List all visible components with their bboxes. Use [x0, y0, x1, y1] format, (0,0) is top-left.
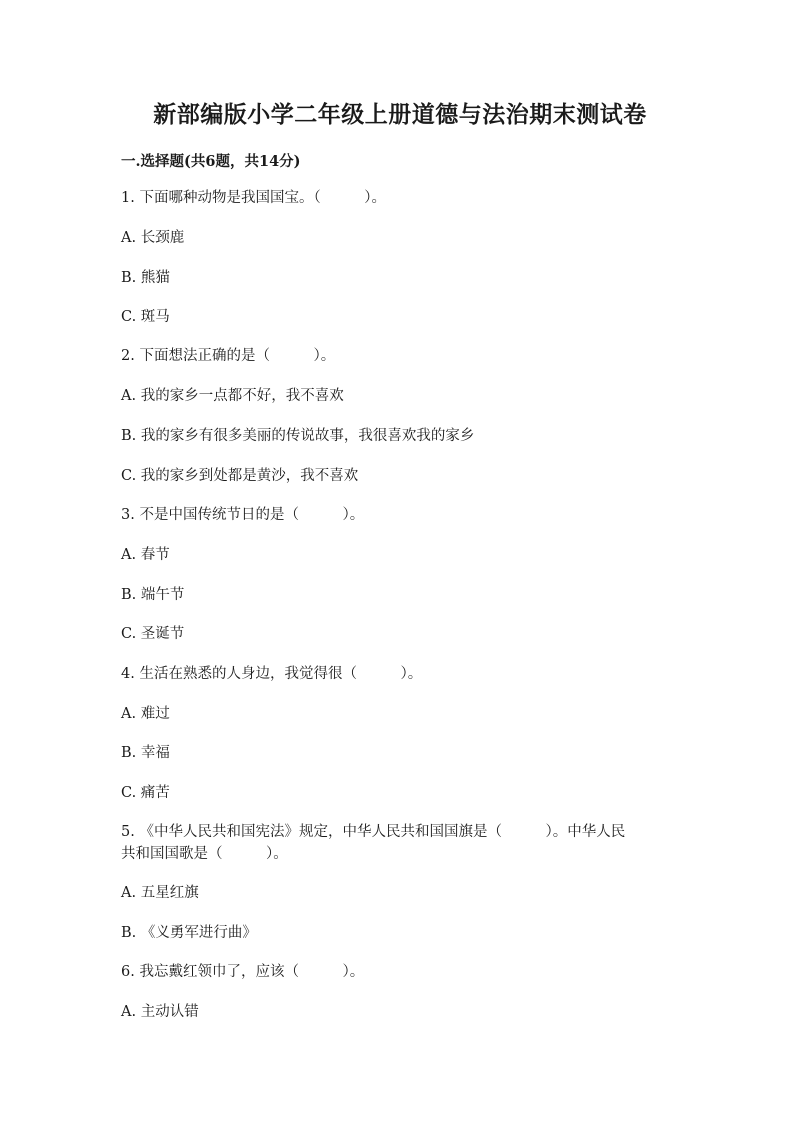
question-1-option-c[interactable]: C. 斑马 — [121, 309, 170, 325]
question-3-option-b[interactable]: B. 端午节 — [121, 587, 185, 603]
question-5-option-b[interactable]: B. 《义勇军进行曲》 — [121, 925, 257, 941]
question-1-stem: 1. 下面哪种动物是我国国宝。（ ）。 — [121, 190, 386, 206]
question-6-option-a[interactable]: A. 主动认错 — [121, 1004, 199, 1020]
question-3-stem: 3. 不是中国传统节日的是（ ）。 — [121, 507, 365, 523]
question-5-stem-line-2: 共和国国歌是（ ）。 — [121, 846, 288, 862]
question-5-stem-line-1: 5. 《中华人民共和国宪法》规定，中华人民共和国国旗是（ ）。中华人民 — [121, 824, 626, 840]
section-heading: 一.选择题(共6题，共14分) — [121, 153, 301, 170]
question-5-option-a[interactable]: A. 五星红旗 — [121, 885, 199, 901]
question-2-option-a[interactable]: A. 我的家乡一点都不好，我不喜欢 — [121, 388, 344, 404]
question-3-option-a[interactable]: A. 春节 — [121, 547, 170, 563]
question-6-stem: 6. 我忘戴红领巾了，应该（ ）。 — [121, 964, 365, 980]
question-3-option-c[interactable]: C. 圣诞节 — [121, 626, 185, 642]
question-1-option-b[interactable]: B. 熊猫 — [121, 270, 170, 286]
question-4-option-a[interactable]: A. 难过 — [121, 706, 170, 722]
question-4-option-b[interactable]: B. 幸福 — [121, 745, 170, 761]
question-1-option-a[interactable]: A. 长颈鹿 — [121, 230, 185, 246]
exam-title: 新部编版小学二年级上册道德与法治期末测试卷 — [153, 101, 647, 128]
question-2-option-b[interactable]: B. 我的家乡有很多美丽的传说故事，我很喜欢我的家乡 — [121, 428, 475, 444]
question-2-stem: 2. 下面想法正确的是（ ）。 — [121, 348, 336, 364]
question-4-stem: 4. 生活在熟悉的人身边，我觉得很（ ）。 — [121, 666, 423, 682]
question-2-option-c[interactable]: C. 我的家乡到处都是黄沙，我不喜欢 — [121, 468, 359, 484]
question-4-option-c[interactable]: C. 痛苦 — [121, 785, 170, 801]
